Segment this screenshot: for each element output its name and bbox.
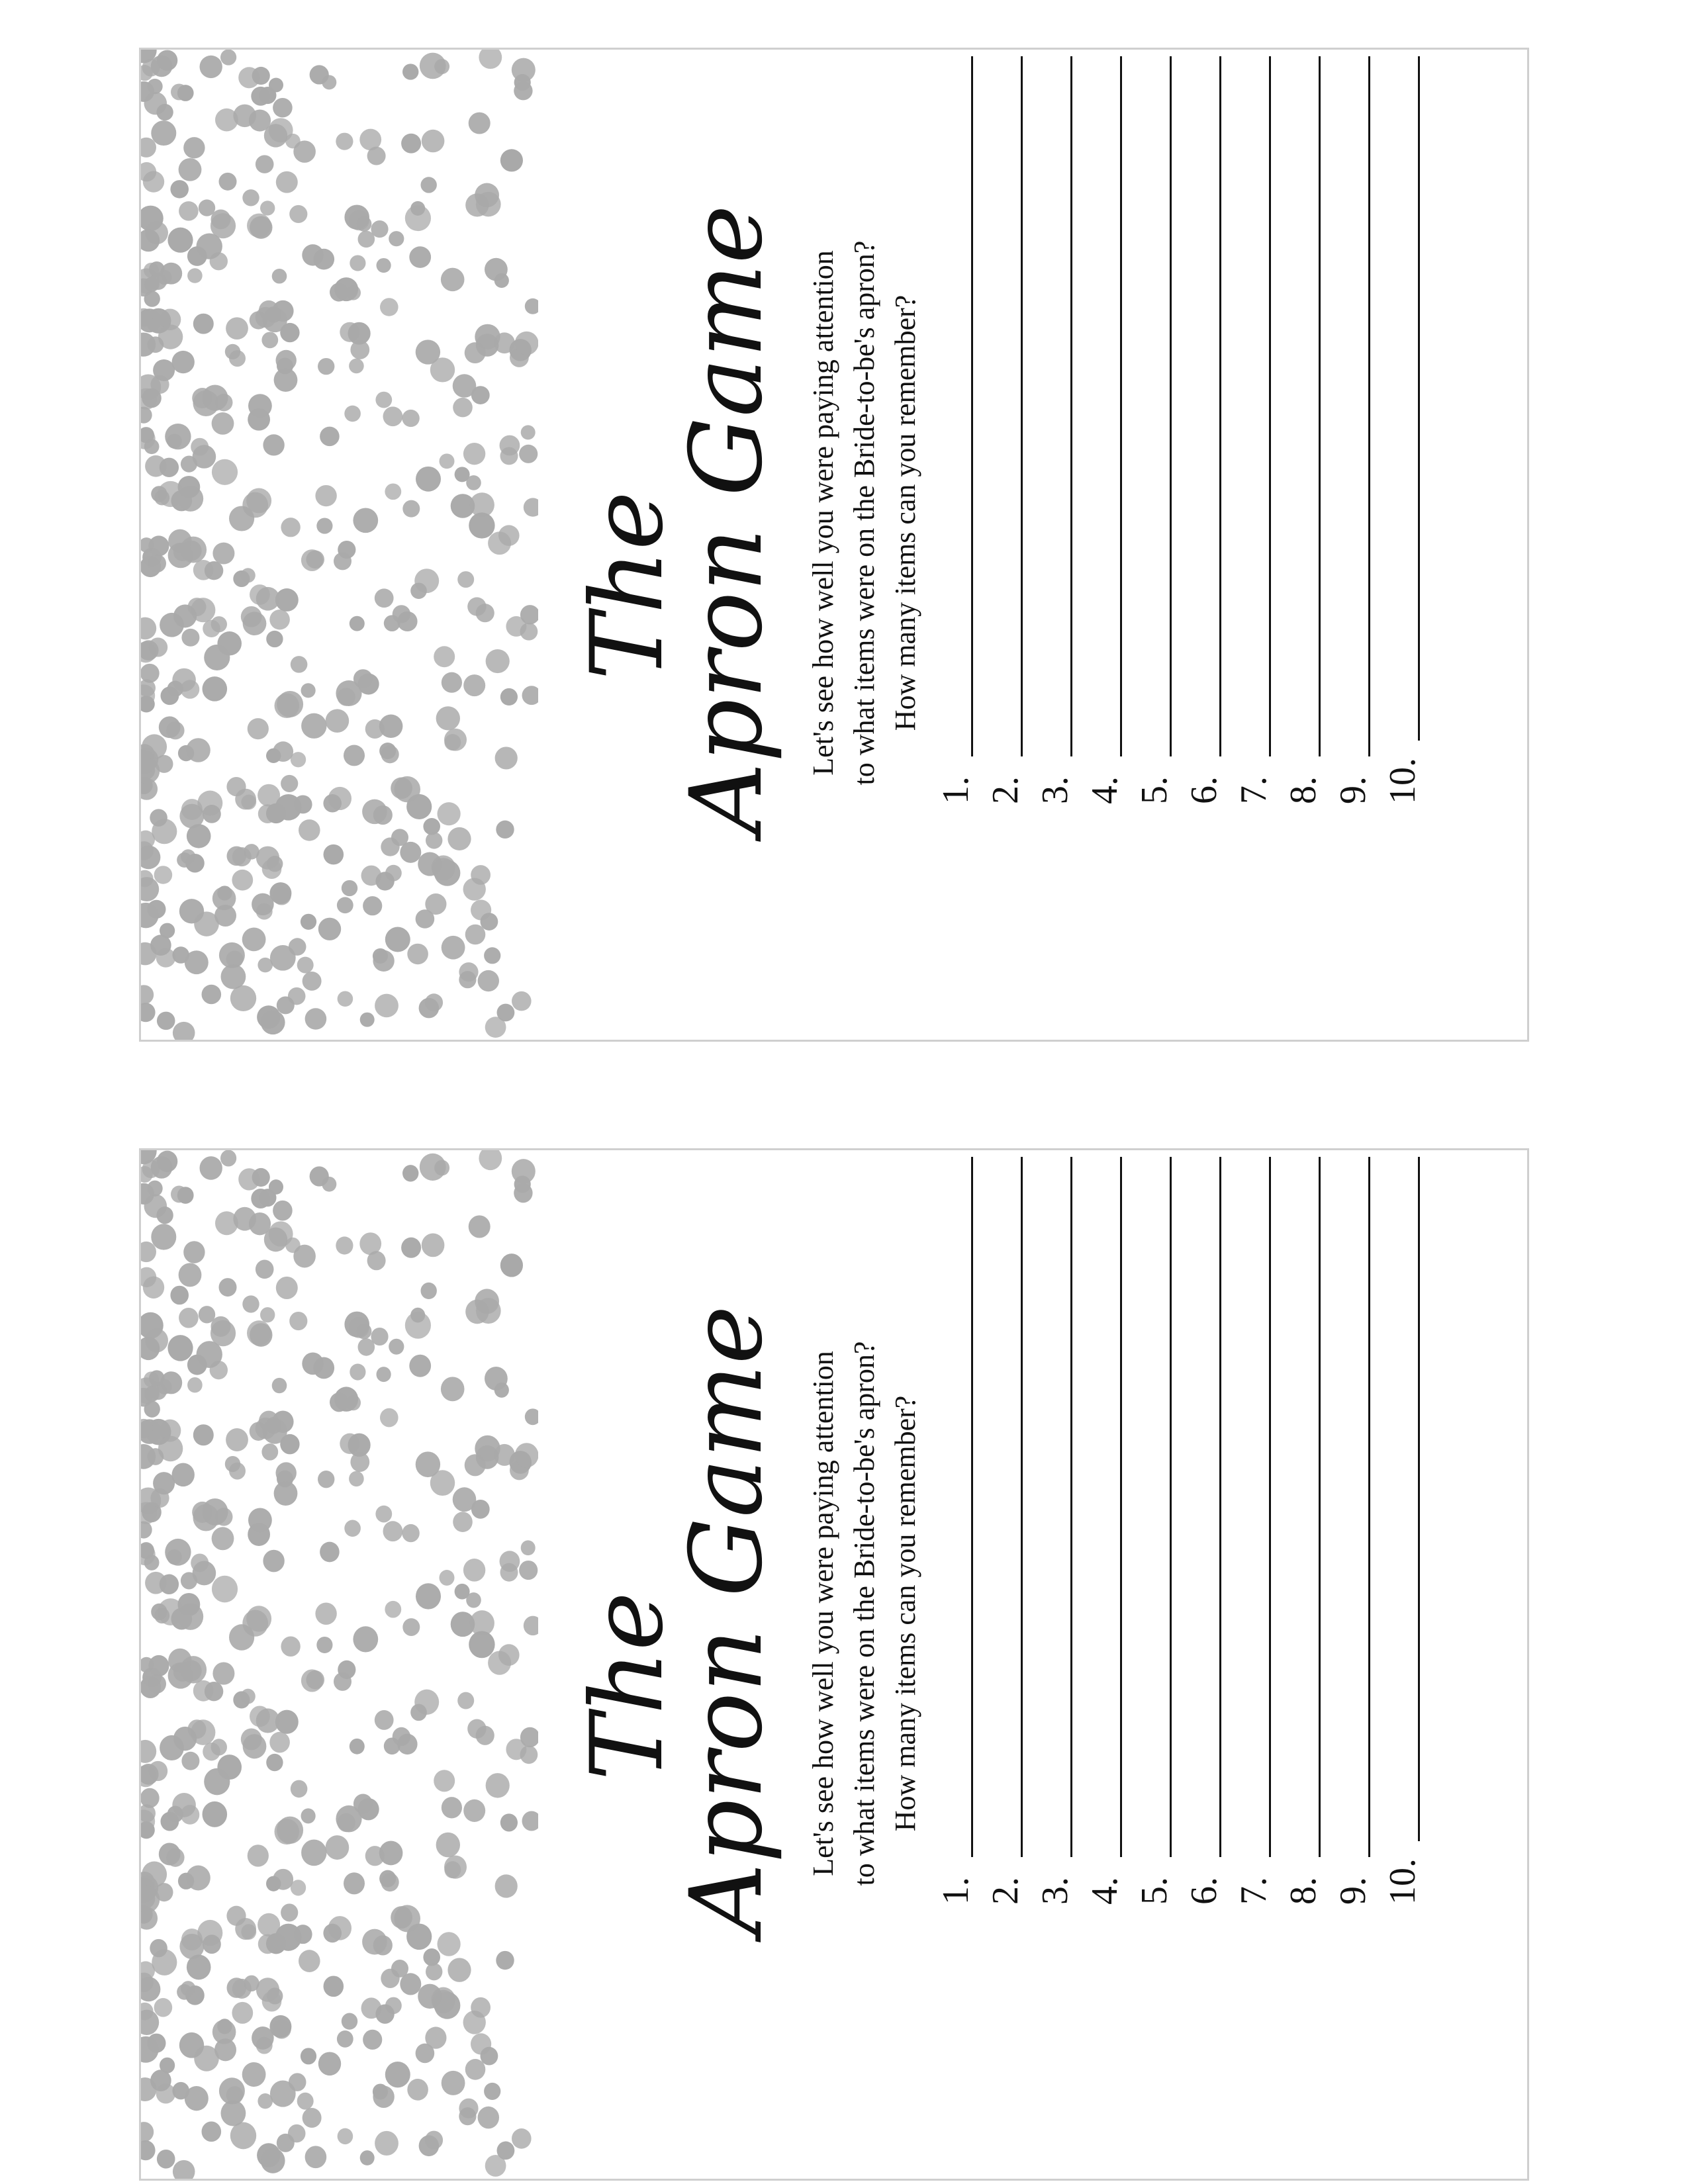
- answer-row[interactable]: [1127, 1157, 1177, 1905]
- answer-number: 6.: [1184, 776, 1225, 804]
- answer-number: 9.: [1333, 1877, 1374, 1905]
- answer-line[interactable]: [1418, 56, 1420, 741]
- answer-row[interactable]: [1177, 56, 1227, 804]
- answer-list: [929, 1157, 1425, 1905]
- answer-number: 5.: [1134, 1877, 1175, 1905]
- title-apron-game: Apron Game: [669, 205, 784, 835]
- answer-row[interactable]: [978, 56, 1028, 804]
- answer-number: 6.: [1184, 1877, 1225, 1905]
- answer-line[interactable]: [1120, 56, 1122, 756]
- answer-number: 1.: [935, 1877, 976, 1905]
- instruction-line: Let's see how well you were paying attention: [807, 250, 839, 776]
- answer-row[interactable]: [1078, 56, 1127, 804]
- answer-line[interactable]: [1269, 1157, 1271, 1857]
- answer-row[interactable]: [1326, 1157, 1376, 1905]
- answer-line[interactable]: [1368, 56, 1370, 756]
- answer-number: 10.: [1382, 758, 1423, 804]
- answer-number: 1.: [935, 776, 976, 804]
- answer-row[interactable]: [1227, 56, 1276, 804]
- answer-number: 4.: [1084, 1877, 1125, 1905]
- answer-line[interactable]: [1021, 56, 1023, 756]
- answer-row[interactable]: [929, 56, 978, 804]
- answer-line[interactable]: [1170, 1157, 1172, 1857]
- answer-line[interactable]: [1070, 56, 1072, 756]
- instruction-line: to what items were on the Bride-to-be's apron?: [848, 1341, 880, 1886]
- answer-row[interactable]: [1376, 56, 1425, 804]
- answer-row[interactable]: [1326, 56, 1376, 804]
- answer-number: 3.: [1035, 776, 1076, 804]
- instructions: [803, 182, 926, 844]
- answer-line[interactable]: [1170, 56, 1172, 756]
- answer-line[interactable]: [1418, 1157, 1420, 1841]
- game-card-bottom: [139, 1148, 1529, 2181]
- answer-row[interactable]: [1028, 56, 1078, 804]
- answer-row[interactable]: [1078, 1157, 1127, 1905]
- answer-line[interactable]: [1021, 1157, 1023, 1857]
- title-the: The: [570, 1592, 685, 1781]
- answer-line[interactable]: [1219, 1157, 1221, 1857]
- instructions: [803, 1283, 926, 1944]
- title-the: The: [570, 491, 685, 680]
- answer-number: 8.: [1283, 776, 1324, 804]
- answer-number: 7.: [1233, 776, 1274, 804]
- instruction-line: to what items were on the Bride-to-be's apron?: [848, 240, 880, 786]
- answer-line[interactable]: [1070, 1157, 1072, 1857]
- answer-number: 3.: [1035, 1877, 1076, 1905]
- answer-number: 9.: [1333, 776, 1374, 804]
- answer-row[interactable]: [1276, 1157, 1326, 1905]
- answer-row[interactable]: [1376, 1157, 1425, 1905]
- answer-row[interactable]: [1177, 1157, 1227, 1905]
- answer-line[interactable]: [1368, 1157, 1370, 1857]
- answer-number: 7.: [1233, 1877, 1274, 1905]
- answer-number: 5.: [1134, 776, 1175, 804]
- answer-number: 2.: [985, 1877, 1026, 1905]
- answer-number: 2.: [985, 776, 1026, 804]
- answer-number: 4.: [1084, 776, 1125, 804]
- title-apron-game: Apron Game: [669, 1305, 784, 1935]
- answer-line[interactable]: [1319, 56, 1321, 756]
- answer-line[interactable]: [1120, 1157, 1122, 1857]
- answer-line[interactable]: [1219, 56, 1221, 756]
- answer-line[interactable]: [1269, 56, 1271, 756]
- answer-number: 10.: [1382, 1858, 1423, 1905]
- answer-row[interactable]: [929, 1157, 978, 1905]
- answer-row[interactable]: [1028, 1157, 1078, 1905]
- answer-row[interactable]: [1276, 56, 1326, 804]
- answer-row[interactable]: [1227, 1157, 1276, 1905]
- answer-row[interactable]: [1127, 56, 1177, 804]
- instruction-line: How many items can you remember?: [889, 1395, 921, 1832]
- answer-line[interactable]: [971, 1157, 973, 1857]
- answer-line[interactable]: [971, 56, 973, 756]
- answer-row[interactable]: [978, 1157, 1028, 1905]
- instruction-line: Let's see how well you were paying attention: [807, 1351, 839, 1876]
- instruction-line: How many items can you remember?: [889, 295, 921, 731]
- answer-number: 8.: [1283, 1877, 1324, 1905]
- answer-list: [929, 56, 1425, 804]
- answer-line[interactable]: [1319, 1157, 1321, 1857]
- game-card-top: [139, 48, 1529, 1042]
